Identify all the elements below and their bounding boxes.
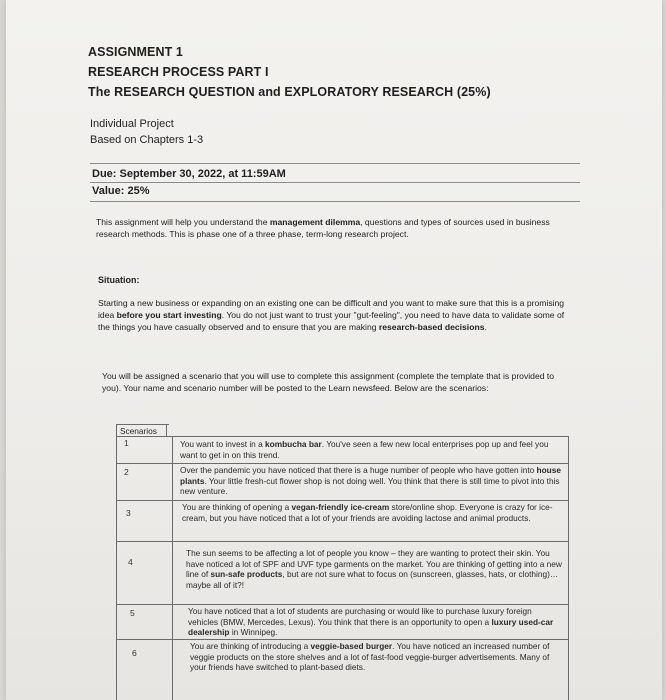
scenario-number: 6 <box>132 648 137 658</box>
assignment-title: ASSIGNMENT 1 <box>88 45 183 59</box>
scenario-number: 3 <box>126 508 131 518</box>
due-date: Due: September 30, 2022, at 11:59AM <box>92 168 286 180</box>
value-percent: Value: 25% <box>92 185 150 197</box>
scenario-number: 2 <box>124 467 129 477</box>
situation-heading: Situation: <box>98 275 140 285</box>
scenario-text: You are thinking of introducing a veggie-based burger. You have noticed an increased number of veggie products on the store shelves and a lot of fast-food veggie-burger advertisements. Many of your friends have switched to plant-based diets. <box>190 641 550 673</box>
document-page <box>6 0 662 700</box>
divider-bottom <box>90 201 580 202</box>
scenario-number: 5 <box>130 608 135 618</box>
scenario-text: You have noticed that a lot of students are purchasing or would like to purchase luxury foreign vehicles (BMW, Mercedes, Lexus). You think that there is an opportunity to open a luxury used-car dealership in Winnipeg. <box>188 606 554 638</box>
assignment-subtitle: RESEARCH PROCESS PART I <box>88 65 269 79</box>
situation-paragraph: Starting a new business or expanding on an existing one can be difficult and you want to make sure that this is a promising idea before you start investing. You do not just want to trust your "gut-feeling", you need to have data to validate some of the things you have casually observed and to ensure that you are making research-based decisions. <box>98 298 565 332</box>
scenario-text: You want to invest in a kombucha bar. You've seen a few new local enterprises pop up and feel you want to get in on this trend. <box>180 439 549 460</box>
scenario-number: 1 <box>124 438 129 448</box>
table-header: Scenarios <box>120 426 157 436</box>
project-type: Individual Project <box>90 118 174 130</box>
project-basis: Based on Chapters 1-3 <box>90 134 204 146</box>
scenario-text: Over the pandemic you have noticed that there is a huge number of people who have gotten into house plants. Your little fresh-cut flower shop is not doing well. You think that there is still time to pivot into this new venture. <box>180 465 561 497</box>
scenario-text: You are thinking of opening a vegan-friendly ice-cream store/online shop. Everyone is crazy for ice-cream, but you have noticed that a lot of your friends are avoiding lactose and animal products. <box>182 502 553 523</box>
intro-paragraph: This assignment will help you understand the management dilemma, questions and types of sources used in business research methods. This is phase one of a three phase, term-long research project. <box>96 217 550 239</box>
assignment-topic: The RESEARCH QUESTION and EXPLORATORY RESEARCH (25%) <box>88 85 491 99</box>
divider-middle <box>90 182 580 183</box>
divider-top <box>90 163 580 164</box>
scenario-intro: You will be assigned a scenario that you will use to complete this assignment (complete the template that is provided to you). Your name and scenario number will be posted to the Learn newsfeed. Below are the scenarios: <box>102 371 555 393</box>
scenario-text: The sun seems to be affecting a lot of people you know – they are wanting to protect their skin. You have noticed a lot of SPF and UVF type garments on the market. You are thinking of getting into a new line of sun-safe products, but are not sure what to focus on (sunscreen, glasses, hats, or clothing)… maybe all of it?! <box>186 548 562 590</box>
scenario-number: 4 <box>128 557 133 567</box>
